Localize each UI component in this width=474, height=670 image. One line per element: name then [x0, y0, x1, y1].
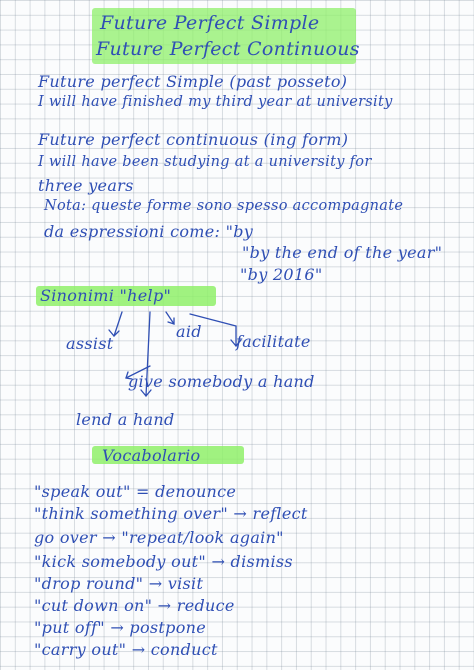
- synonyms-heading: Sinonimi "help": [40, 286, 172, 305]
- fpc-heading: Future perfect continuous (ing form): [38, 130, 349, 149]
- arrow-to-facilitate: [190, 314, 236, 346]
- fpc-example-line-1: I will have been studying at a university for: [38, 154, 372, 170]
- note-line-3: "by the end of the year": [242, 243, 443, 262]
- synonym-lend-hand: lend a hand: [76, 410, 175, 429]
- note-line-4: "by 2016": [240, 265, 323, 284]
- vocab-item-6: "cut down on" → reduce: [34, 596, 235, 615]
- synonym-give-hand: give somebody a hand: [128, 372, 315, 391]
- vocab-item-2: "think something over" → reflect: [34, 504, 308, 523]
- synonym-facilitate: facilitate: [236, 332, 311, 351]
- arrow-to-lend-hand: [146, 312, 150, 396]
- fps-heading: Future perfect Simple (past posseto): [38, 72, 348, 91]
- vocab-item-5: "drop round" → visit: [34, 574, 204, 593]
- fpc-example-line-2: three years: [38, 176, 134, 195]
- note-line-1: Nota: queste forme sono spesso accompagnate: [44, 198, 404, 214]
- note-line-2: da espressioni come: "by: [44, 222, 254, 241]
- vocabulary-heading: Vocabolario: [102, 446, 201, 465]
- fps-example: I will have finished my third year at university: [38, 94, 393, 110]
- vocab-item-7: "put off" → postpone: [34, 618, 206, 637]
- synonym-assist: assist: [66, 334, 114, 353]
- vocab-item-1: "speak out" = denounce: [34, 482, 237, 501]
- title-line-2: Future Perfect Continuous: [96, 38, 360, 60]
- vocab-item-4: "kick somebody out" → dismiss: [34, 552, 293, 571]
- title-line-1: Future Perfect Simple: [100, 12, 320, 34]
- vocab-item-3: go over → "repeat/look again": [34, 528, 284, 547]
- synonym-aid: aid: [176, 322, 202, 341]
- vocab-item-8: "carry out" → conduct: [34, 640, 218, 659]
